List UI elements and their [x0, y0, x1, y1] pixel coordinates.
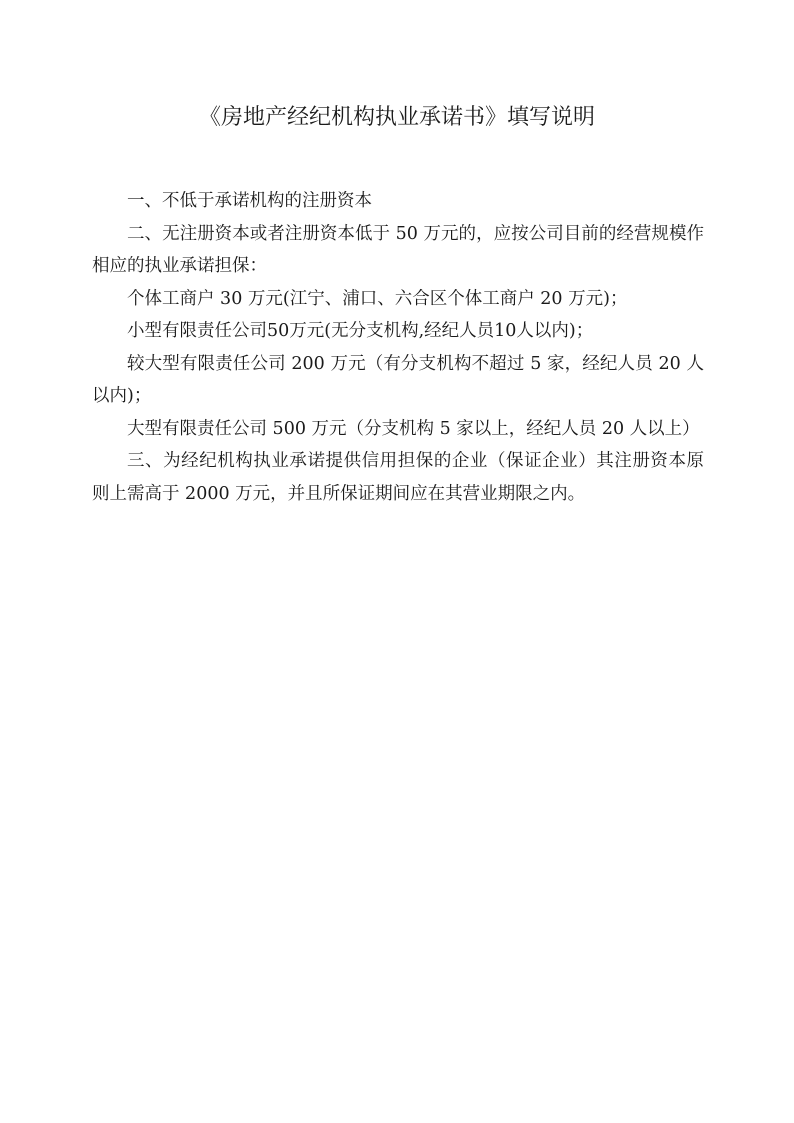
document-body [92, 185, 704, 510]
document-title: 《房地产经纪机构执业承诺书》填写说明 [198, 105, 595, 130]
paragraph-no-capital-rule: 二、无注册资本或者注册资本低于 50 万元的，应按公司目前的经营规模作相应的执业承诺担保： [92, 223, 704, 276]
paragraph-small-company: 小型有限责任公司50万元(无分支机构,经纪人员10人以内)； [127, 321, 594, 341]
paragraph-large-company: 大型有限责任公司 500 万元（分支机构 5 家以上，经纪人员 20 人以上） [127, 418, 700, 439]
paragraph-guarantor-requirement: 三、为经纪机构执业承诺提供信用担保的企业（保证企业）其注册资本原则上需高于 2000 万元，并且所保证期间应在其营业期限之内。 [92, 451, 704, 504]
paragraph-registered-capital: 一、不低于承诺机构的注册资本 [127, 191, 372, 211]
paragraph-medium-company: 较大型有限责任公司 200 万元（有分支机构不超过 5 家，经纪人员 20 人以内)； [92, 353, 704, 406]
paragraph-individual-business: 个体工商户 30 万元(江宁、浦口、六合区个体工商户 20 万元)； [127, 288, 628, 309]
